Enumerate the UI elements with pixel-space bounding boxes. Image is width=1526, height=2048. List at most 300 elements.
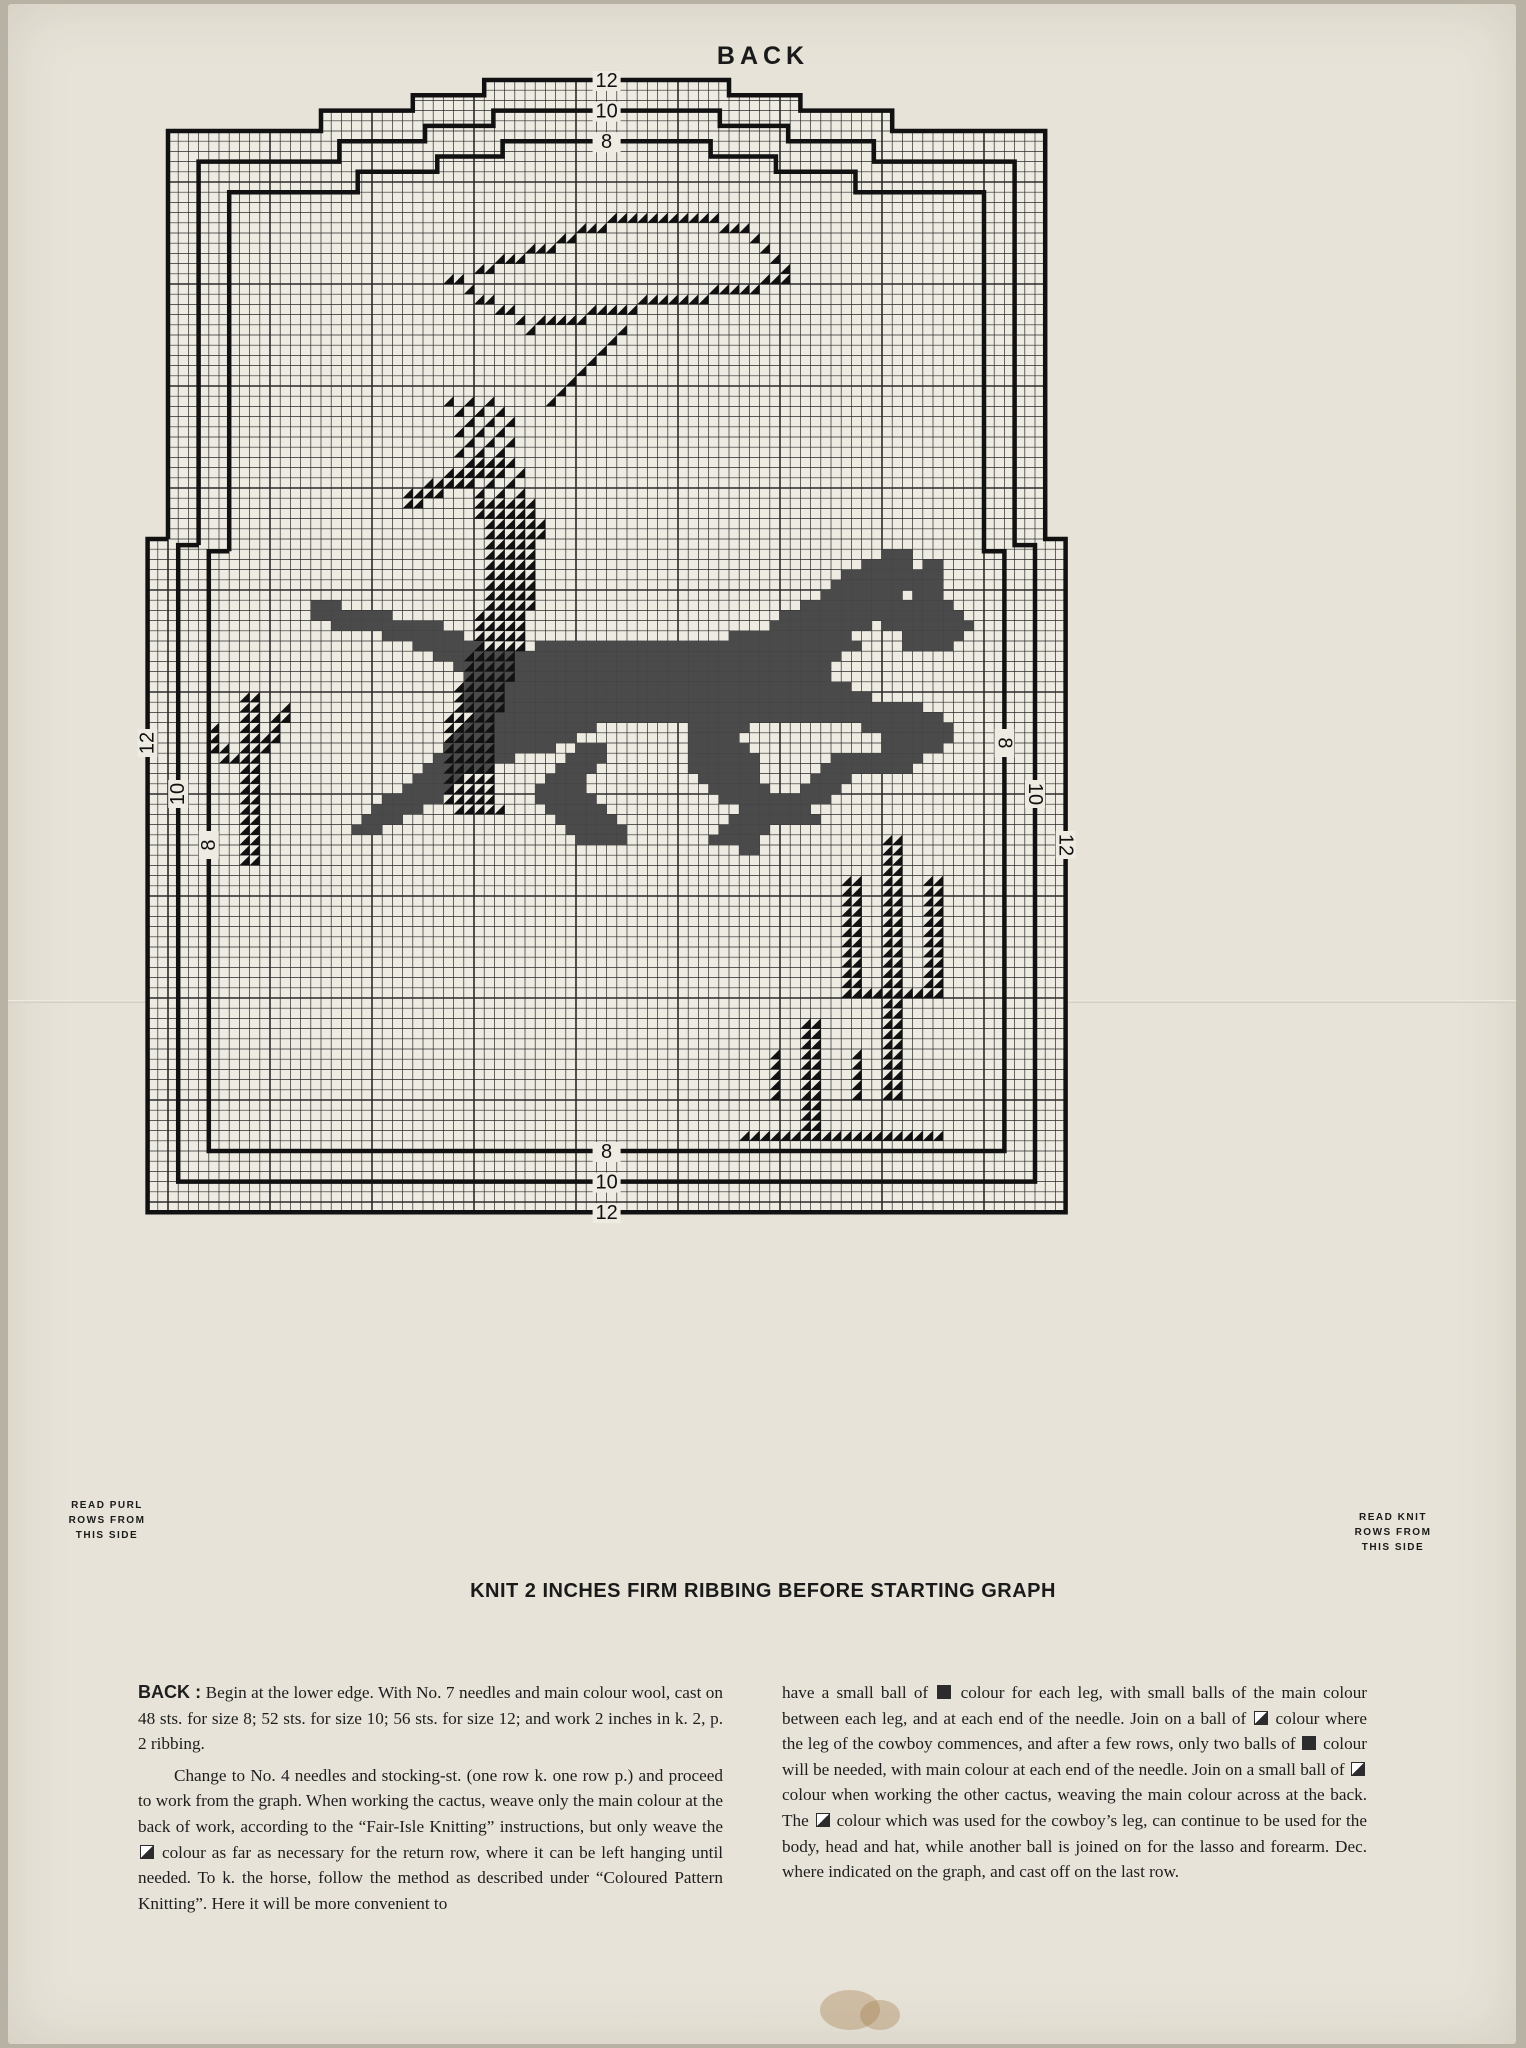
horse-cell — [535, 661, 545, 671]
right-size-10-label: 10 — [1024, 782, 1046, 806]
horse-cell — [913, 580, 923, 590]
horse-cell — [688, 733, 698, 743]
horse-cell — [382, 631, 392, 641]
horse-cell — [637, 672, 647, 682]
horse-cell — [647, 702, 657, 712]
horse-cell — [576, 835, 586, 845]
horse-cell — [678, 702, 688, 712]
horse-cell — [882, 723, 892, 733]
horse-cell — [739, 743, 749, 753]
horse-cell — [841, 631, 851, 641]
horse-cell — [576, 763, 586, 773]
horse-cell — [862, 559, 872, 569]
horse-cell — [749, 702, 759, 712]
horse-cell — [556, 672, 566, 682]
horse-cell — [709, 712, 719, 722]
horse-cell — [851, 570, 861, 580]
horse-cell — [719, 723, 729, 733]
horse-cell — [760, 682, 770, 692]
horse-cell — [943, 641, 953, 651]
horse-cell — [688, 712, 698, 722]
horse-cell — [902, 712, 912, 722]
horse-cell — [831, 763, 841, 773]
horse-cell — [566, 753, 576, 763]
horse-cell — [586, 651, 596, 661]
horse-cell — [739, 641, 749, 651]
horse-cell — [668, 661, 678, 671]
horse-cell — [729, 753, 739, 763]
horse-cell — [403, 784, 413, 794]
horse-cell — [760, 661, 770, 671]
horse-cell — [800, 600, 810, 610]
horse-cell — [413, 804, 423, 814]
horse-cell — [494, 743, 504, 753]
horse-cell — [525, 651, 535, 661]
horse-cell — [892, 580, 902, 590]
horse-cell — [892, 763, 902, 773]
horse-cell — [586, 641, 596, 651]
horse-cell — [760, 825, 770, 835]
horse-cell — [943, 733, 953, 743]
horse-cell — [811, 774, 821, 784]
horse-cell — [321, 600, 331, 610]
horse-cell — [760, 631, 770, 641]
horse-cell — [790, 672, 800, 682]
horse-cell — [923, 610, 933, 620]
horse-cell — [403, 621, 413, 631]
horse-cell — [749, 661, 759, 671]
horse-cell — [566, 763, 576, 773]
horse-cell — [698, 692, 708, 702]
horse-cell — [668, 692, 678, 702]
horse-cell — [851, 610, 861, 620]
horse-cell — [617, 712, 627, 722]
horse-cell — [413, 774, 423, 784]
horse-cell — [749, 784, 759, 794]
horse-cell — [719, 835, 729, 845]
horse-cell — [933, 610, 943, 620]
horse-cell — [760, 672, 770, 682]
right-size-12-label: 12 — [1054, 833, 1077, 857]
horse-cell — [433, 641, 443, 651]
horse-cell — [566, 672, 576, 682]
horse-cell — [841, 712, 851, 722]
horse-cell — [780, 641, 790, 651]
horse-cell — [586, 672, 596, 682]
horse-cell — [311, 600, 321, 610]
horse-cell — [821, 610, 831, 620]
horse-cell — [525, 692, 535, 702]
left-size-8-label: 8 — [197, 839, 220, 851]
horse-cell — [749, 804, 759, 814]
horse-cell — [811, 672, 821, 682]
instructions-paragraph — [138, 1763, 723, 1917]
horse-cell — [933, 559, 943, 569]
horse-cell — [719, 641, 729, 651]
horse-cell — [433, 753, 443, 763]
horse-cell — [770, 672, 780, 682]
horse-cell — [688, 692, 698, 702]
horse-cell — [790, 641, 800, 651]
horse-cell — [688, 641, 698, 651]
right-size-8-label: 8 — [993, 737, 1016, 749]
horse-cell — [362, 825, 372, 835]
bottom-size-10-label: 10 — [595, 1171, 618, 1194]
horse-cell — [811, 621, 821, 631]
horse-cell — [556, 814, 566, 824]
horse-cell — [800, 610, 810, 620]
horse-cell — [790, 712, 800, 722]
horse-cell — [821, 763, 831, 773]
horse-cell — [505, 733, 515, 743]
horse-cell — [607, 672, 617, 682]
horse-cell — [658, 692, 668, 702]
horse-cell — [800, 631, 810, 641]
horse-cell — [739, 763, 749, 773]
horse-cell — [525, 712, 535, 722]
instructions-paragraph — [138, 1680, 723, 1757]
horse-cell — [617, 835, 627, 845]
half-triangle-square-icon — [1351, 1762, 1365, 1776]
horse-cell — [719, 672, 729, 682]
horse-cell — [882, 580, 892, 590]
horse-cell — [811, 682, 821, 692]
horse-cell — [780, 702, 790, 712]
horse-cell — [566, 825, 576, 835]
horse-cell — [851, 641, 861, 651]
horse-cell — [719, 651, 729, 661]
horse-cell — [882, 763, 892, 773]
horse-cell — [678, 641, 688, 651]
horse-cell — [698, 672, 708, 682]
horse-cell — [586, 723, 596, 733]
instructions-right-column — [782, 1680, 1367, 1891]
horse-cell — [596, 682, 606, 692]
horse-cell — [617, 651, 627, 661]
horse-cell — [790, 702, 800, 712]
horse-cell — [790, 804, 800, 814]
horse-cell — [913, 610, 923, 620]
horse-cell — [760, 651, 770, 661]
horse-cell — [729, 794, 739, 804]
horse-cell — [800, 661, 810, 671]
horse-cell — [892, 590, 902, 600]
horse-cell — [688, 753, 698, 763]
horse-cell — [586, 743, 596, 753]
horse-cell — [586, 794, 596, 804]
horse-cell — [637, 651, 647, 661]
horse-cell — [556, 641, 566, 651]
horse-cell — [811, 712, 821, 722]
horse-cell — [331, 621, 341, 631]
horse-cell — [760, 794, 770, 804]
horse-cell — [933, 641, 943, 651]
horse-cell — [943, 621, 953, 631]
horse-cell — [729, 712, 739, 722]
horse-cell — [821, 661, 831, 671]
horse-cell — [505, 723, 515, 733]
horse-cell — [872, 702, 882, 712]
horse-cell — [933, 743, 943, 753]
horse-cell — [576, 641, 586, 651]
horse-cell — [668, 672, 678, 682]
horse-cell — [566, 814, 576, 824]
horse-cell — [739, 814, 749, 824]
top-size-10-label: 10 — [595, 100, 618, 123]
horse-cell — [709, 692, 719, 702]
horse-cell — [372, 621, 382, 631]
horse-cell — [576, 774, 586, 784]
horse-cell — [494, 753, 504, 763]
horse-cell — [749, 825, 759, 835]
horse-cell — [739, 682, 749, 692]
horse-cell — [739, 753, 749, 763]
horse-cell — [831, 621, 841, 631]
horse-cell — [739, 712, 749, 722]
horse-cell — [831, 692, 841, 702]
horse-cell — [749, 651, 759, 661]
horse-cell — [862, 712, 872, 722]
horse-cell — [923, 723, 933, 733]
horse-cell — [576, 692, 586, 702]
horse-cell — [556, 774, 566, 784]
horse-cell — [770, 794, 780, 804]
horse-cell — [576, 825, 586, 835]
horse-cell — [943, 631, 953, 641]
horse-cell — [698, 712, 708, 722]
horse-cell — [525, 661, 535, 671]
horse-cell — [749, 712, 759, 722]
horse-cell — [851, 753, 861, 763]
horse-cell — [545, 692, 555, 702]
horse-cell — [882, 549, 892, 559]
horse-cell — [882, 733, 892, 743]
horse-cell — [780, 661, 790, 671]
horse-cell — [923, 712, 933, 722]
horse-cell — [770, 692, 780, 702]
horse-cell — [892, 743, 902, 753]
horse-cell — [749, 814, 759, 824]
horse-cell — [515, 661, 525, 671]
horse-cell — [933, 600, 943, 610]
horse-cell — [688, 702, 698, 712]
horse-cell — [566, 784, 576, 794]
horse-cell — [831, 600, 841, 610]
horse-cell — [933, 631, 943, 641]
horse-cell — [770, 621, 780, 631]
horse-cell — [760, 784, 770, 794]
horse-cell — [688, 682, 698, 692]
horse-cell — [923, 733, 933, 743]
horse-cell — [780, 672, 790, 682]
horse-cell — [678, 712, 688, 722]
horse-cell — [637, 641, 647, 651]
horse-cell — [841, 774, 851, 784]
horse-cell — [729, 692, 739, 702]
horse-cell — [790, 814, 800, 824]
horse-cell — [902, 600, 912, 610]
horse-cell — [698, 641, 708, 651]
horse-cell — [831, 610, 841, 620]
instructions-text: Change to No. 4 needles and stocking-st. (one row k. one row p.) and proceed to work from the graph. When working the cactus, weave only the main colour at the back of work, according to the “Fair-Isle Knitting” instructions, but only weave the — [138, 1765, 723, 1836]
horse-cell — [841, 610, 851, 620]
horse-cell — [556, 733, 566, 743]
horse-cell — [556, 712, 566, 722]
horse-cell — [892, 712, 902, 722]
horse-cell — [719, 661, 729, 671]
horse-cell — [586, 804, 596, 814]
horse-cell — [688, 651, 698, 661]
horse-cell — [678, 682, 688, 692]
horse-cell — [658, 672, 668, 682]
horse-cell — [811, 651, 821, 661]
horse-cell — [576, 661, 586, 671]
horse-cell — [770, 661, 780, 671]
horse-cell — [902, 570, 912, 580]
horse-cell — [821, 631, 831, 641]
horse-cell — [739, 835, 749, 845]
horse-cell — [882, 570, 892, 580]
horse-cell — [749, 794, 759, 804]
horse-cell — [596, 702, 606, 712]
top-size-12-label: 12 — [595, 70, 618, 92]
horse-cell — [566, 794, 576, 804]
horse-cell — [913, 570, 923, 580]
horse-cell — [800, 804, 810, 814]
horse-cell — [647, 641, 657, 651]
horse-cell — [576, 784, 586, 794]
horse-cell — [923, 631, 933, 641]
horse-cell — [423, 631, 433, 641]
horse-cell — [892, 723, 902, 733]
horse-cell — [770, 804, 780, 814]
horse-cell — [688, 661, 698, 671]
horse-cell — [821, 682, 831, 692]
horse-cell — [862, 610, 872, 620]
horse-cell — [790, 692, 800, 702]
horse-cell — [719, 794, 729, 804]
instructions-left-column — [138, 1680, 723, 1922]
horse-cell — [902, 621, 912, 631]
horse-cell — [862, 580, 872, 590]
horse-cell — [525, 733, 535, 743]
horse-cell — [698, 723, 708, 733]
horse-cell — [841, 682, 851, 692]
horse-cell — [943, 610, 953, 620]
horse-cell — [566, 723, 576, 733]
horse-cell — [413, 621, 423, 631]
horse-cell — [790, 682, 800, 692]
horse-cell — [892, 753, 902, 763]
horse-cell — [739, 631, 749, 641]
horse-cell — [760, 814, 770, 824]
horse-cell — [535, 682, 545, 692]
horse-cell — [403, 631, 413, 641]
horse-cell — [780, 682, 790, 692]
horse-cell — [851, 692, 861, 702]
horse-cell — [545, 661, 555, 671]
horse-cell — [698, 733, 708, 743]
horse-cell — [902, 723, 912, 733]
horse-cell — [821, 702, 831, 712]
instructions-text: have a small ball of — [782, 1683, 929, 1702]
horse-cell — [780, 610, 790, 620]
right-note-line: READ KNIT — [1359, 1512, 1427, 1523]
half-triangle-square-icon — [140, 1845, 154, 1859]
horse-cell — [545, 712, 555, 722]
horse-cell — [800, 712, 810, 722]
horse-cell — [902, 559, 912, 569]
horse-cell — [709, 733, 719, 743]
horse-cell — [647, 712, 657, 722]
horse-cell — [913, 743, 923, 753]
horse-cell — [709, 661, 719, 671]
horse-cell — [800, 621, 810, 631]
horse-cell — [770, 641, 780, 651]
horse-cell — [464, 641, 474, 651]
horse-cell — [607, 692, 617, 702]
horse-cell — [658, 682, 668, 692]
horse-cell — [872, 590, 882, 600]
horse-cell — [780, 814, 790, 824]
horse-cell — [841, 692, 851, 702]
horse-cell — [586, 814, 596, 824]
horse-cell — [647, 651, 657, 661]
horse-cell — [525, 743, 535, 753]
right-note-line: THIS SIDE — [1361, 1542, 1425, 1553]
horse-cell — [535, 651, 545, 661]
instructions-text: colour will be needed, with main colour at each end of the needle. Join on a small ball of — [782, 1734, 1367, 1779]
horse-cell — [627, 651, 637, 661]
horse-cell — [413, 631, 423, 641]
horse-cell — [515, 712, 525, 722]
horse-cell — [913, 590, 923, 600]
horse-cell — [647, 692, 657, 702]
horse-cell — [372, 825, 382, 835]
horse-cell — [566, 712, 576, 722]
horse-cell — [627, 661, 637, 671]
horse-cell — [352, 825, 362, 835]
horse-cell — [688, 743, 698, 753]
horse-cell — [933, 570, 943, 580]
horse-cell — [617, 825, 627, 835]
horse-cell — [902, 702, 912, 712]
horse-cell — [933, 723, 943, 733]
horse-cell — [729, 651, 739, 661]
left-note-line: THIS SIDE — [75, 1530, 139, 1541]
horse-cell — [729, 733, 739, 743]
horse-cell — [821, 590, 831, 600]
horse-cell — [576, 682, 586, 692]
horse-cell — [872, 723, 882, 733]
horse-cell — [535, 794, 545, 804]
horse-cell — [678, 651, 688, 661]
solid-square-icon — [937, 1685, 951, 1699]
horse-cell — [729, 743, 739, 753]
instructions-text: colour where the leg of the cowboy commences, and after a few rows, only two balls of — [782, 1708, 1367, 1754]
horse-cell — [545, 774, 555, 784]
horse-cell — [872, 610, 882, 620]
horse-cell — [698, 682, 708, 692]
horse-cell — [566, 733, 576, 743]
horse-cell — [535, 692, 545, 702]
horse-cell — [576, 794, 586, 804]
horse-cell — [729, 723, 739, 733]
horse-cell — [882, 610, 892, 620]
horse-cell — [637, 712, 647, 722]
horse-cell — [923, 621, 933, 631]
horse-cell — [790, 651, 800, 661]
